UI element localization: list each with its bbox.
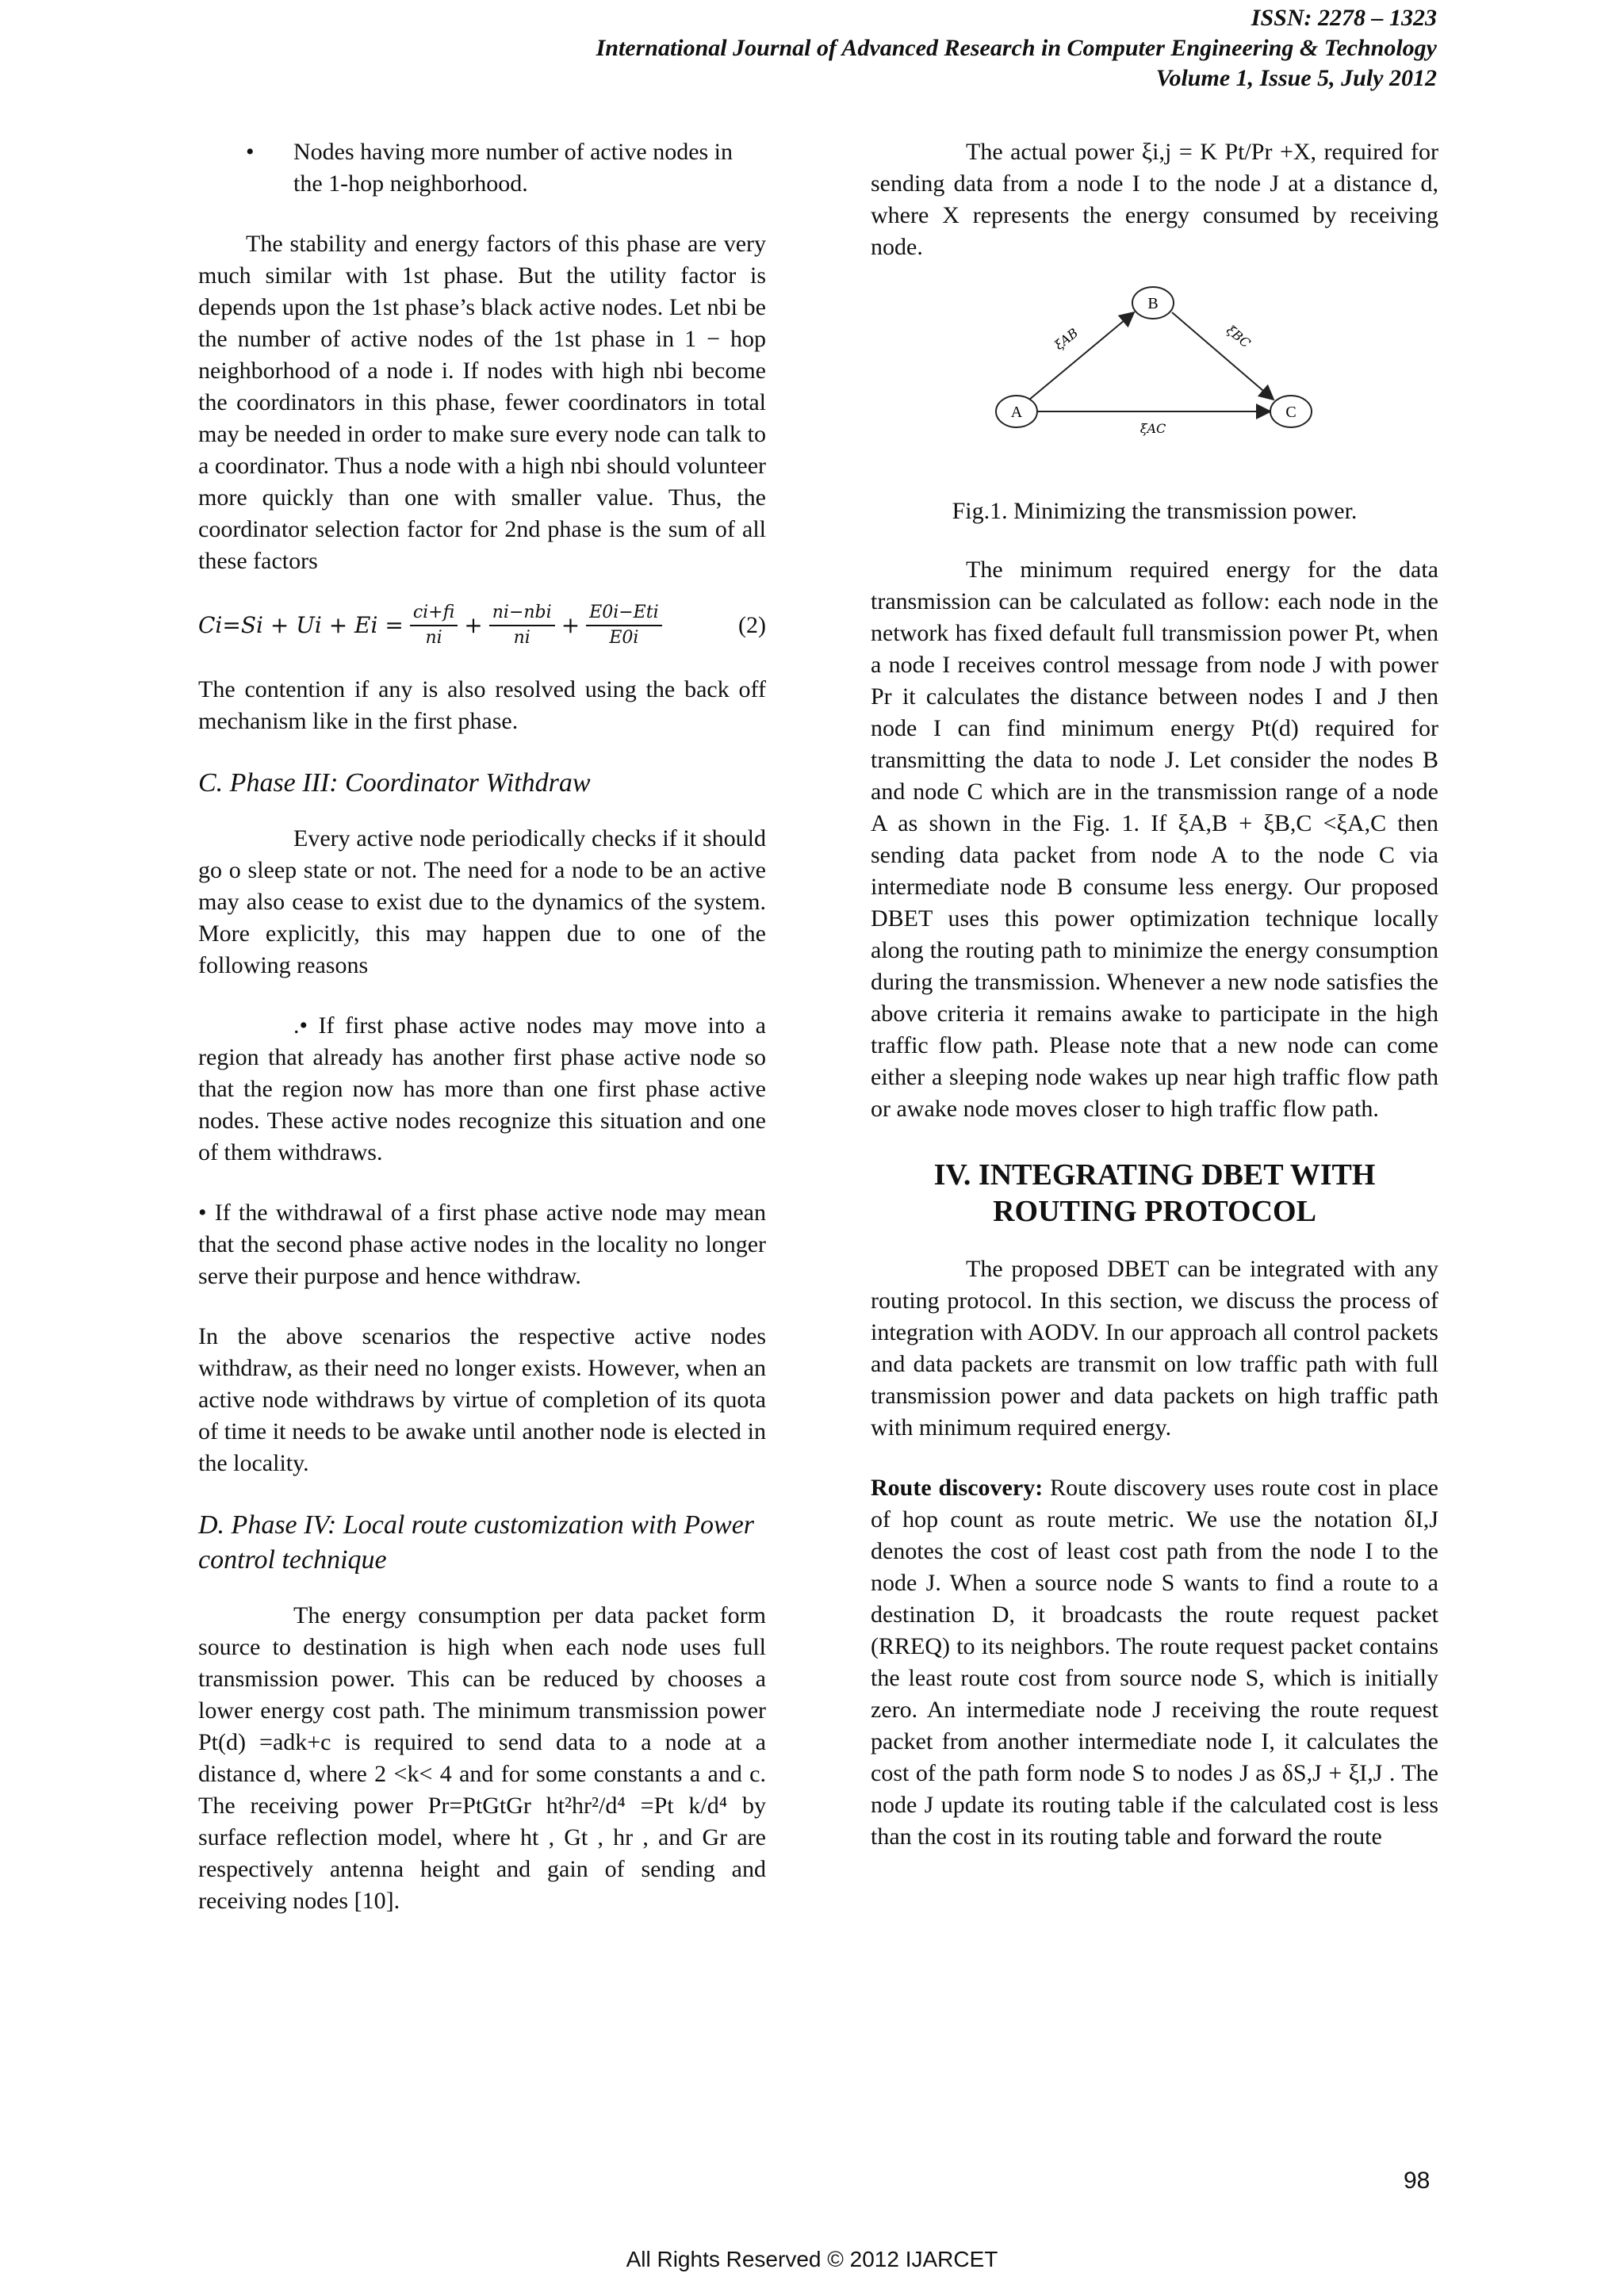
copyright-footer: All Rights Reserved © 2012 IJARCET (626, 2247, 998, 2271)
bullet-dot: • (246, 139, 255, 165)
paragraph-withdraw-intro: Every active node periodically checks if it should go o sleep state or not. The need for a node to be an active may also cease to exist due to the dynamics of the system. More explicitly, this may happen due to one of the following reasons (198, 825, 766, 978)
fraction-denominator: ni (513, 628, 530, 648)
paragraph-phase2-factors: The stability and energy factors of this phase are very much similar with 1st phase. But the utility factor is depends upon the 1st phase’s black active nodes. Let nbi be the number of active nodes of the 1st phase in 1 − hop neighborhood of a node i. If nodes with high nbi become the coordinators in this phase, fewer coordinators in total may be needed in order to make sure every node can talk to a coordinator. Thus a node with a high nbi should volunteer more quickly than one with smaller value. Thus, the coordinator selection factor for 2nd phase is the sum of all these factors (198, 231, 766, 574)
paragraph-withdraw-summary: In the above scenarios the respective active nodes withdraw, as their need no longer exists. However, when an active node withdraws by virtue of completion of its quota of time it needs to be awake until another node is elected in the locality. (198, 1323, 766, 1476)
equation-fraction-1 (410, 601, 458, 650)
figure-1 (871, 281, 1438, 464)
paragraph-withdraw-reason-1: .• If first phase active nodes may move into a region that already has another first phase active node so that the region now has more than one first phase active nodes. These active nodes recognize this situation and one of them withdraws. (198, 1012, 766, 1165)
edge-a-b (1029, 312, 1134, 400)
fraction-denominator: ni (425, 628, 442, 648)
equation-fraction-2 (489, 601, 555, 650)
route-discovery-text: Route discovery uses route cost in place of hop count as route metric. We use the notation δI,J denotes the cost of least cost path from the node I to the node J. When a source node S wants to find a route to a destination D, it broadcasts the route request packet (RREQ) to its neighbors. The route request packet contains the least route cost from source node S, which is initially zero. An intermediate node J receiving the route request packet from another intermediate node I, it calculates the cost of the path form node S to nodes J as δS,J + ξI,J . The node J update its routing table if the calculated cost is less than the cost in its routing table and forward the route (871, 1475, 1438, 1850)
bullet-item (198, 136, 766, 200)
route-discovery-label: Route discovery: (871, 1475, 1044, 1501)
network-diagram (988, 281, 1321, 455)
equation-body: Ci=Si + Ui + Ei = $\frac{ci+fi}{ni}$ + $\frac{\text{ni−nbi}}{ni}$ + $\frac{\text{E0i−Eti}}{E0i}$ (198, 601, 668, 650)
figure-caption: Fig.1. Minimizing the transmission power. (952, 498, 1358, 524)
paragraph-power-control: The energy consumption per data packet form source to destination is high when each node uses full transmission power. This can be reduced by chooses a lower energy cost path. The minimum transmission power Pt(d) =adk+c is required to send data to a node at a distance d, where 2 <k< 4 and for some constants a and c. The receiving power Pr=PtGtGr ht²hr²/d⁴ =Pt k/d⁴ by surface reflection model, where ht , Gt , hr , and Gr are respectively antenna height and gain of sending and receiving nodes [10]. (198, 1602, 766, 1914)
journal-header (596, 3, 1437, 94)
edge-ab-label: ξAB (1051, 325, 1082, 353)
equation-lhs: Ci=Si + Ui + Ei = (198, 612, 404, 638)
fraction-numerator: ni−nbi (489, 601, 555, 626)
paragraph-withdraw-reason-2: • If the withdrawal of a first phase active node may mean that the second phase active nodes in the locality no longer serve their purpose and hence withdraw. (198, 1200, 766, 1289)
equation-fraction-3 (586, 601, 661, 650)
fraction-numerator: E0i−Eti (586, 601, 661, 626)
left-column (198, 136, 766, 1917)
node-a-label: A (1010, 404, 1023, 421)
bullet-text: Nodes having more number of active nodes in the 1-hop neighborhood. (293, 139, 733, 197)
equation-2 (198, 601, 766, 650)
right-column (871, 136, 1438, 1853)
edge-b-c (1172, 312, 1274, 400)
paragraph-route-discovery (871, 1472, 1438, 1853)
paragraph-actual-power: The actual power ξi,j = K Pt/Pr +X, required for sending data from a node I to the node J at a distance d, where X represents the energy consumed by receiving node. (871, 139, 1438, 260)
paragraph-contention: The contention if any is also resolved using the back off mechanism like in the first phase. (198, 676, 766, 734)
subheading-phase-iii: C. Phase III: Coordinator Withdraw (198, 768, 591, 798)
equation-number: (2) (738, 612, 766, 638)
paragraph-min-energy: The minimum required energy for the data transmission can be calculated as follow: each node in the network has fixed default full transmission power Pt, when a node I receives control message from node J with power Pr it calculates the distance between nodes I and J then node I can find minimum energy Pt(d) required for transmitting the data to node J. Let consider the nodes B and node C which are in the transmission range of a node A as shown in the Fig. 1. If ξA,B + ξB,C <ξA,C then sending data packet from node A to the node C via intermediate node B consume less energy. Our proposed DBET uses this power optimization technique locally along the routing path to minimize the energy consumption during the transmission. Whenever a new node satisfies the above criteria it remains awake to participate in the high traffic flow path. Please note that a new node can come either a sleeping node wakes up near high traffic flow path or awake node moves closer to high traffic flow path. (871, 557, 1438, 1122)
volume-issue: Volume 1, Issue 5, July 2012 (1155, 65, 1437, 91)
edge-bc-label: ξBC (1224, 322, 1254, 351)
section-heading-iv: IV. INTEGRATING DBET WITH ROUTING PROTOCOL (933, 1158, 1376, 1228)
node-b-label: B (1147, 295, 1159, 312)
paragraph-integration: The proposed DBET can be integrated with any routing protocol. In this section, we discuss the process of integration with AODV. In our approach all control packets and data packets are transmit on low traffic path with full transmission power and data packets on high traffic path with minimum required energy. (871, 1256, 1438, 1441)
page-number: 98 (1404, 2168, 1431, 2194)
issn: ISSN: 2278 – 1323 (1251, 5, 1437, 31)
node-c-label: C (1285, 404, 1297, 421)
fraction-numerator: ci+fi (410, 601, 458, 626)
journal-title: International Journal of Advanced Research in Computer Engineering & Technology (596, 35, 1437, 61)
fraction-denominator: E0i (609, 628, 639, 648)
edge-ac-label: ξAC (1139, 421, 1166, 436)
subheading-phase-iv: D. Phase IV: Local route customization with Power control technique (198, 1510, 755, 1575)
